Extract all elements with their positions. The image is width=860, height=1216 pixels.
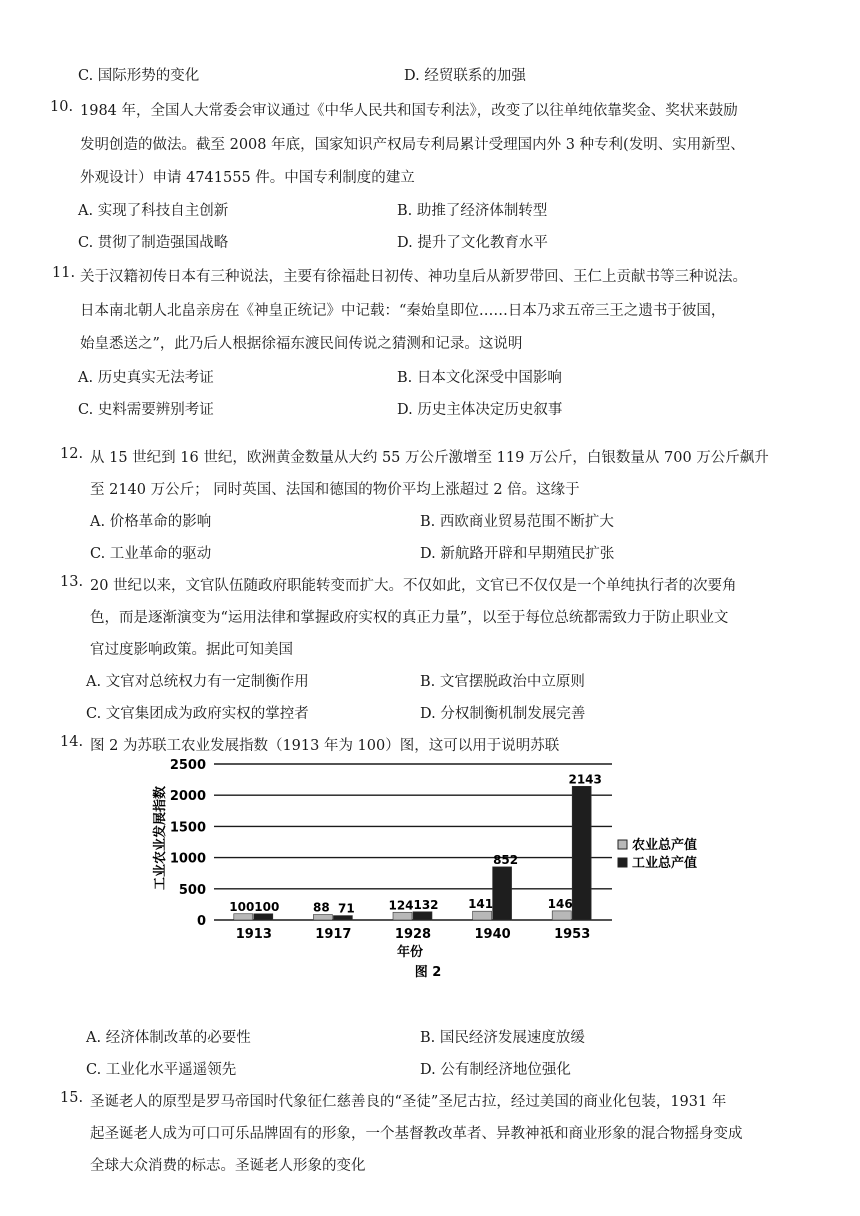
bar-industry-1928: [413, 912, 432, 920]
bar-agriculture-1917: [313, 915, 332, 920]
y-tick-label: 2000: [169, 789, 206, 805]
y-tick-label: 1500: [169, 820, 206, 836]
bar-value-label: 71: [338, 901, 355, 916]
bar-value-label: 88: [313, 900, 330, 915]
q12-option-c[interactable]: C. 工业革命的驱动: [90, 546, 212, 562]
chart-y-axis-label: 工业农业发展指数: [153, 785, 168, 891]
q10-option-d[interactable]: D. 提升了文化教育水平: [397, 235, 548, 251]
bar-value-label: 146: [547, 896, 573, 911]
bar-agriculture-1940: [473, 911, 492, 920]
q14-stem: 图 2 为苏联工农业发展指数（1913 年为 100）图，这可以用于说明苏联: [90, 738, 560, 754]
x-tick-label: 1953: [554, 927, 591, 942]
chart-data-labels: [229, 772, 602, 915]
q13-option-a[interactable]: A. 文官对总统权力有一定制衡作用: [86, 674, 309, 690]
q10-number: 10.: [50, 99, 74, 115]
bar-value-label: 100: [254, 899, 280, 914]
x-tick-label: 1928: [394, 927, 432, 942]
q10-option-a[interactable]: A. 实现了科技自主创新: [78, 203, 229, 219]
q11-option-c[interactable]: C. 史料需要辨别考证: [78, 402, 214, 418]
legend-label: 农业总产值: [632, 838, 698, 853]
q10-stem-line-1: 1984 年，全国人大常委会审议通过《中华人民共和国专利法》，改变了以往单纯依靠奖金、奖状来鼓励: [80, 103, 738, 119]
q14-option-d[interactable]: D. 公有制经济地位强化: [420, 1062, 571, 1078]
q13-stem-line-1: 20 世纪以来，文官队伍随政府职能转变而扩大。不仅如此，文官已不仅仅是一个单纯执行者的次要角: [90, 578, 737, 594]
q15-stem-line-3: 全球大众消费的标志。圣诞老人形象的变化: [90, 1158, 366, 1174]
y-tick-label: 0: [196, 914, 206, 929]
bar-value-label: 132: [413, 897, 439, 912]
q15-number: 15.: [60, 1090, 84, 1106]
q11-option-b[interactable]: B. 日本文化深受中国影响: [397, 370, 562, 386]
q14-option-b[interactable]: B. 国民经济发展速度放缓: [420, 1030, 585, 1046]
q11-stem-line-1: 关于汉籍初传日本有三种说法，主要有徐福赴日初传、神功皇后从新罗带回、王仁上贡献书等三种说法。: [80, 269, 747, 285]
q15-stem-line-1: 圣诞老人的原型是罗马帝国时代象征仁慈善良的“圣徒”圣尼古拉，经过美国的商业化包装，1931 年: [90, 1094, 727, 1110]
q12-option-b[interactable]: B. 西欧商业贸易范围不断扩大: [420, 514, 614, 530]
bar-industry-1913: [254, 914, 273, 920]
soviet-development-chart: [150, 752, 730, 984]
q12-stem-line-2: 至 2140 万公斤； 同时英国、法国和德国的物价平均上涨超过 2 倍。这缘于: [90, 482, 580, 498]
bar-industry-1940: [493, 867, 512, 920]
q10-option-b[interactable]: B. 助推了经济体制转型: [397, 203, 548, 219]
q13-option-c[interactable]: C. 文官集团成为政府实权的掌控者: [86, 706, 309, 722]
bar-value-label: 124: [388, 898, 414, 913]
q13-option-d[interactable]: D. 分权制衡机制发展完善: [420, 706, 586, 722]
chart-legend: [618, 837, 697, 871]
q12-option-a[interactable]: A. 价格革命的影响: [90, 514, 212, 530]
bar-agriculture-1913: [234, 914, 253, 920]
chart-axes: [170, 758, 590, 942]
q11-option-d[interactable]: D. 历史主体决定历史叙事: [397, 402, 563, 418]
q11-option-a[interactable]: A. 历史真实无法考证: [78, 370, 214, 386]
q14-number: 14.: [60, 734, 84, 750]
q13-stem-line-2: 色，而是逐渐演变为“运用法律和掌握政府实权的真正力量”，以至于每位总统都需致力于防止职业文: [90, 610, 729, 626]
bar-agriculture-1953: [552, 911, 571, 920]
y-tick-label: 2500: [169, 758, 206, 773]
bar-agriculture-1928: [393, 912, 412, 920]
q10-option-c[interactable]: C. 贯彻了制造强国战略: [78, 235, 229, 251]
legend-swatch: [618, 858, 627, 867]
q15-stem-line-2: 起圣诞老人成为可口可乐品牌固有的形象，一个基督教改革者、异教神祇和商业形象的混合物摇身变成: [90, 1126, 743, 1142]
x-tick-label: 1913: [235, 927, 272, 942]
bar-industry-1953: [572, 786, 591, 920]
x-tick-label: 1940: [474, 927, 511, 942]
q10-stem-line-2: 发明创造的做法。截至 2008 年底，国家知识产权局专利局累计受理国内外 3 种专利(发明、实用新型、: [80, 137, 745, 153]
x-tick-label: 1917: [315, 927, 352, 942]
q11-stem-line-3: 始皇悉送之”，此乃后人根据徐福东渡民间传说之猜测和记录。这说明: [80, 336, 523, 352]
bar-value-label: 100: [229, 899, 255, 914]
y-tick-label: 500: [178, 882, 206, 898]
q14-option-a[interactable]: A. 经济体制改革的必要性: [86, 1030, 251, 1046]
q12-number: 12.: [60, 446, 84, 462]
q10-stem-line-3: 外观设计）申请 4741555 件。中国专利制度的建立: [80, 170, 415, 186]
q13-number: 13.: [60, 574, 84, 590]
q9-option-d[interactable]: D. 经贸联系的加强: [404, 68, 526, 84]
bar-value-label: 141: [468, 897, 494, 912]
q14-option-c[interactable]: C. 工业化水平遥遥领先: [86, 1062, 237, 1078]
q13-option-b[interactable]: B. 文官摆脱政治中立原则: [420, 674, 585, 690]
bar-value-label: 852: [493, 852, 519, 867]
chart-caption: 图 2: [414, 965, 442, 980]
q12-stem-line-1: 从 15 世纪到 16 世纪，欧洲黄金数量从大约 55 万公斤激增至 119 万公斤，白银数量从 700 万公斤飙升: [90, 450, 769, 466]
q9-option-c[interactable]: C. 国际形势的变化: [78, 68, 200, 84]
legend-label: 工业总产值: [632, 856, 698, 871]
q11-stem-line-2: 日本南北朝人北畠亲房在《神皇正统记》中记载：“秦始皇即位……日本乃求五帝三王之遗书于彼国，: [80, 303, 726, 319]
q12-option-d[interactable]: D. 新航路开辟和早期殖民扩张: [420, 546, 615, 562]
y-tick-label: 1000: [169, 851, 206, 867]
chart-x-axis-label: 年份: [396, 945, 424, 960]
legend-swatch: [618, 840, 627, 849]
q11-number: 11.: [52, 265, 76, 281]
q13-stem-line-3: 官过度影响政策。据此可知美国: [90, 642, 293, 658]
bar-industry-1917: [333, 916, 352, 920]
bar-value-label: 2143: [568, 772, 602, 787]
